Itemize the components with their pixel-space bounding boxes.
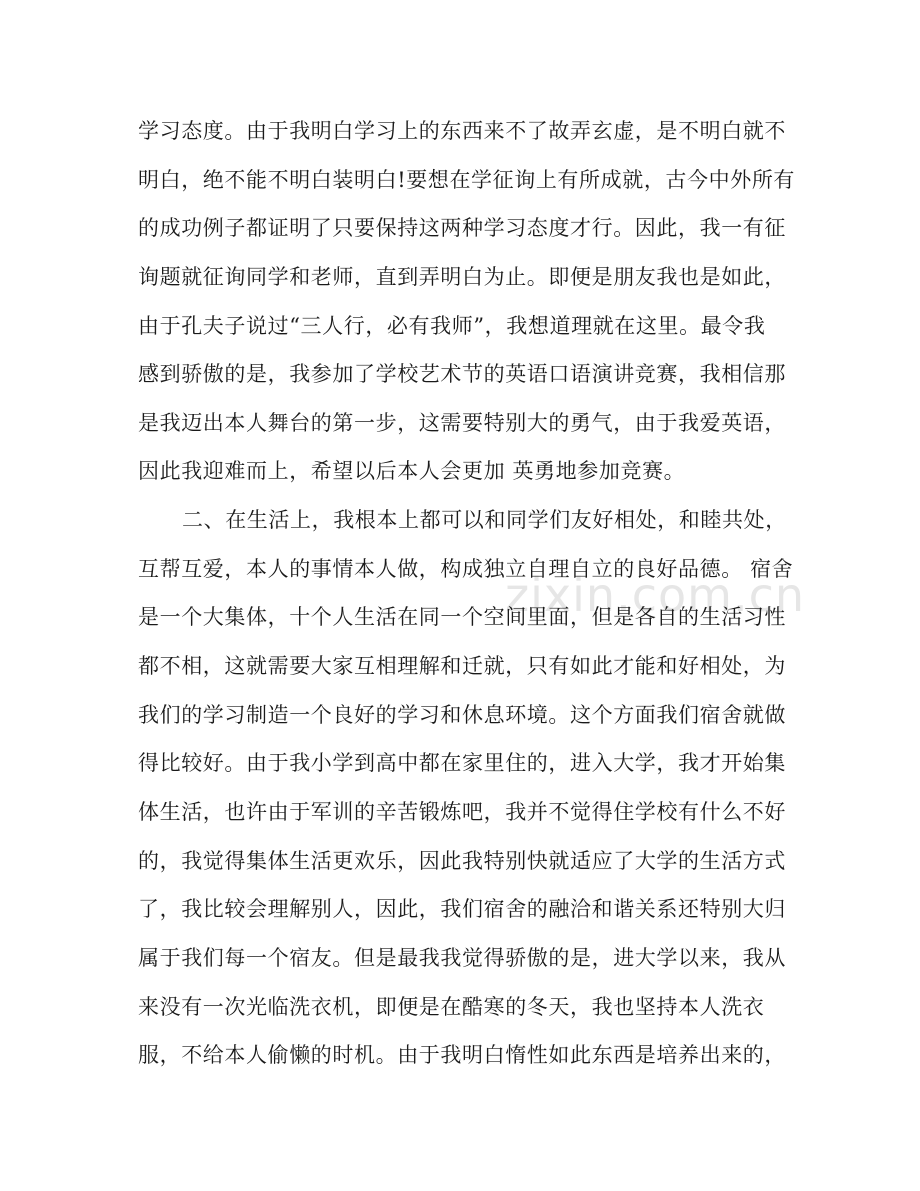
text-line: 由于孔夫子说过“三人行，必有我师”，我想道理就在这里。最令我 xyxy=(138,313,766,338)
text-line: 是我迈出本人舞台的第一步，这需要特别大的勇气，由于我爱英语， xyxy=(138,410,786,435)
text-line: 了，我比较会理解别人，因此，我们宿舍的融洽和谐关系还特别大归 xyxy=(138,897,786,922)
text-line: 来没有一次光临洗衣机，即便是在酷寒的冬天，我也坚持本人洗衣 xyxy=(138,994,765,1019)
text-line: 的，我觉得集体生活更欢乐，因此我特别快就适应了大学的生活方式 xyxy=(138,848,786,873)
body-text xyxy=(138,118,796,1091)
text-line: 是一个大集体，十个人生活在同一个空间里面，但是各自的生活习性 xyxy=(138,605,786,630)
watermark: zixin.com.cn xyxy=(505,568,806,622)
paragraph-start-line: 二、在生活上，我根本上都可以和同学们友好相处，和睦共处， xyxy=(182,508,787,533)
text-line: 得比较好。由于我小学到高中都在家里住的，进入大学，我才开始集 xyxy=(138,751,786,776)
text-line: 属于我们每一个宿友。但是最我我觉得骄傲的是，进大学以来，我从 xyxy=(138,945,786,970)
text-line: 感到骄傲的是，我参加了学校艺术节的英语口语演讲竞赛，我相信那 xyxy=(138,362,786,387)
text-line: 服，不给本人偷懒的时机。由于我明白惰性如此东西是培养出来的， xyxy=(138,1043,786,1068)
text-line: 的成功例子都证明了只要保持这两种学习态度才行。因此，我一有征 xyxy=(138,216,786,241)
text-line: 互帮互爱，本人的事情本人做，构成独立自理自立的良好品德。 宿舍 xyxy=(138,556,794,581)
text-line: 都不相，这就需要大家互相理解和迁就，只有如此才能和好相处，为 xyxy=(138,654,786,679)
text-line: 询题就征询同学和老师，直到弄明白为止。即便是朋友我也是如此， xyxy=(138,264,786,289)
text-line: 明白，绝不能不明白装明白!要想在学征询上有所成就，古今中外所有 xyxy=(138,167,796,192)
text-line: 我们的学习制造一个良好的学习和休息环境。这个方面我们宿舍就做 xyxy=(138,702,786,727)
text-line: 体生活，也许由于军训的辛苦锻炼吧，我并不觉得住学校有什么不好 xyxy=(138,799,786,824)
text-line: 因此我迎难而上，希望以后本人会更加 英勇地参加竞赛。 xyxy=(138,459,686,484)
text-line: 学习态度。由于我明白学习上的东西来不了故弄玄虚，是不明白就不 xyxy=(138,119,786,143)
